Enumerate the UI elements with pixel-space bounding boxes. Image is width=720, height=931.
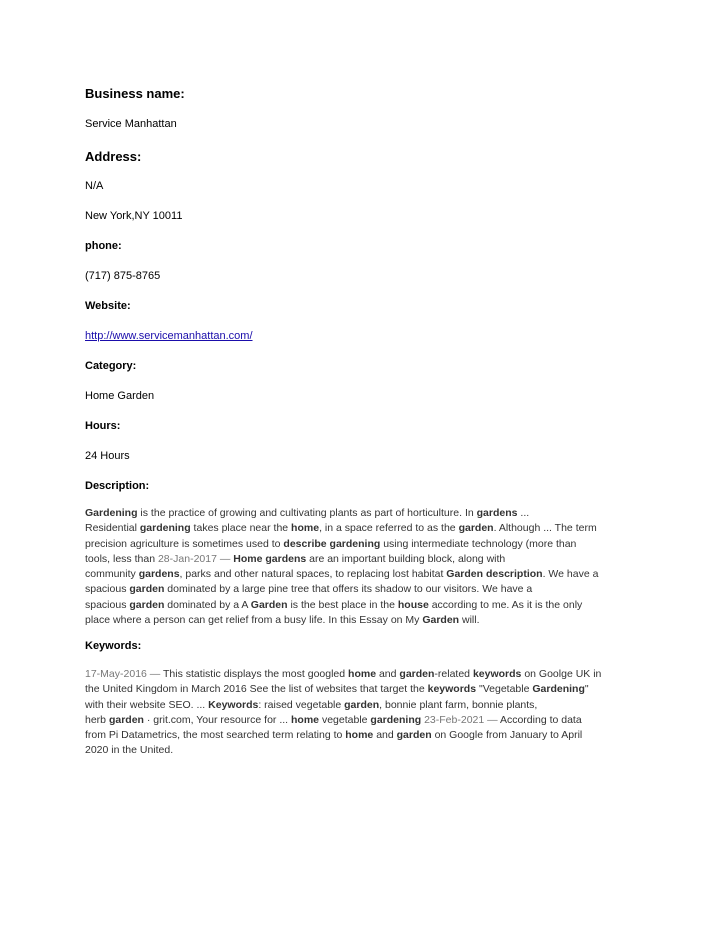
address-line-2: New York,NY 10011: [85, 210, 183, 222]
description-label: Description:: [85, 480, 150, 492]
category-value: Home Garden: [85, 390, 155, 402]
hours-value: 24 Hours: [85, 450, 130, 462]
keywords-label: Keywords:: [85, 640, 142, 652]
business-name-label: Business name:: [85, 86, 185, 101]
address-line-1: N/A: [85, 180, 104, 192]
website-link[interactable]: http://www.servicemanhattan.com/: [85, 330, 253, 342]
website-label: Website:: [85, 300, 131, 312]
description-text: Gardening is the practice of growing and cultivating plants as part of horticulture. In gardens ... Residential gardening takes place near the home, in a space referred to as the garden. Although ... The term precision agriculture is sometimes used to describe gardening using intermediate technology (more than tools, less than 28-Jan-2017 — Home gardens are an important building block, along with community gardens, parks and other natural spaces, to replacing lost habitat Garden description. We have a spacious garden dominated by a large pine tree that offers its shadow to our visitors. We have a spacious garden dominated by a A Garden is the best place in the house according to me. As it is the only place where a person can get relief from a busy life. In this Essay on My Garden will.: [85, 507, 599, 627]
phone-label: phone:: [85, 240, 122, 252]
hours-label: Hours:: [85, 420, 121, 432]
address-label: Address:: [85, 149, 142, 164]
keywords-text: 17-May-2016 — This statistic displays the most googled home and garden-related keywords on Goolge UK in the United Kingdom in March 2016 See the list of websites that target the keywords "Vegetable Gardening" with their website SEO. ... Keywords: raised vegetable garden, bonnie plant farm, bonnie plants, herb garden · grit.com, Your resource for ... home vegetable gardening 23-Feb-2021 — According to data from Pi Datametrics, the most searched term relating to home and garden on Google from January to April 2020 in the United.: [85, 668, 602, 757]
category-label: Category:: [85, 360, 137, 372]
phone-value: (717) 875-8765: [85, 270, 161, 282]
business-name-value: Service Manhattan: [85, 118, 177, 130]
